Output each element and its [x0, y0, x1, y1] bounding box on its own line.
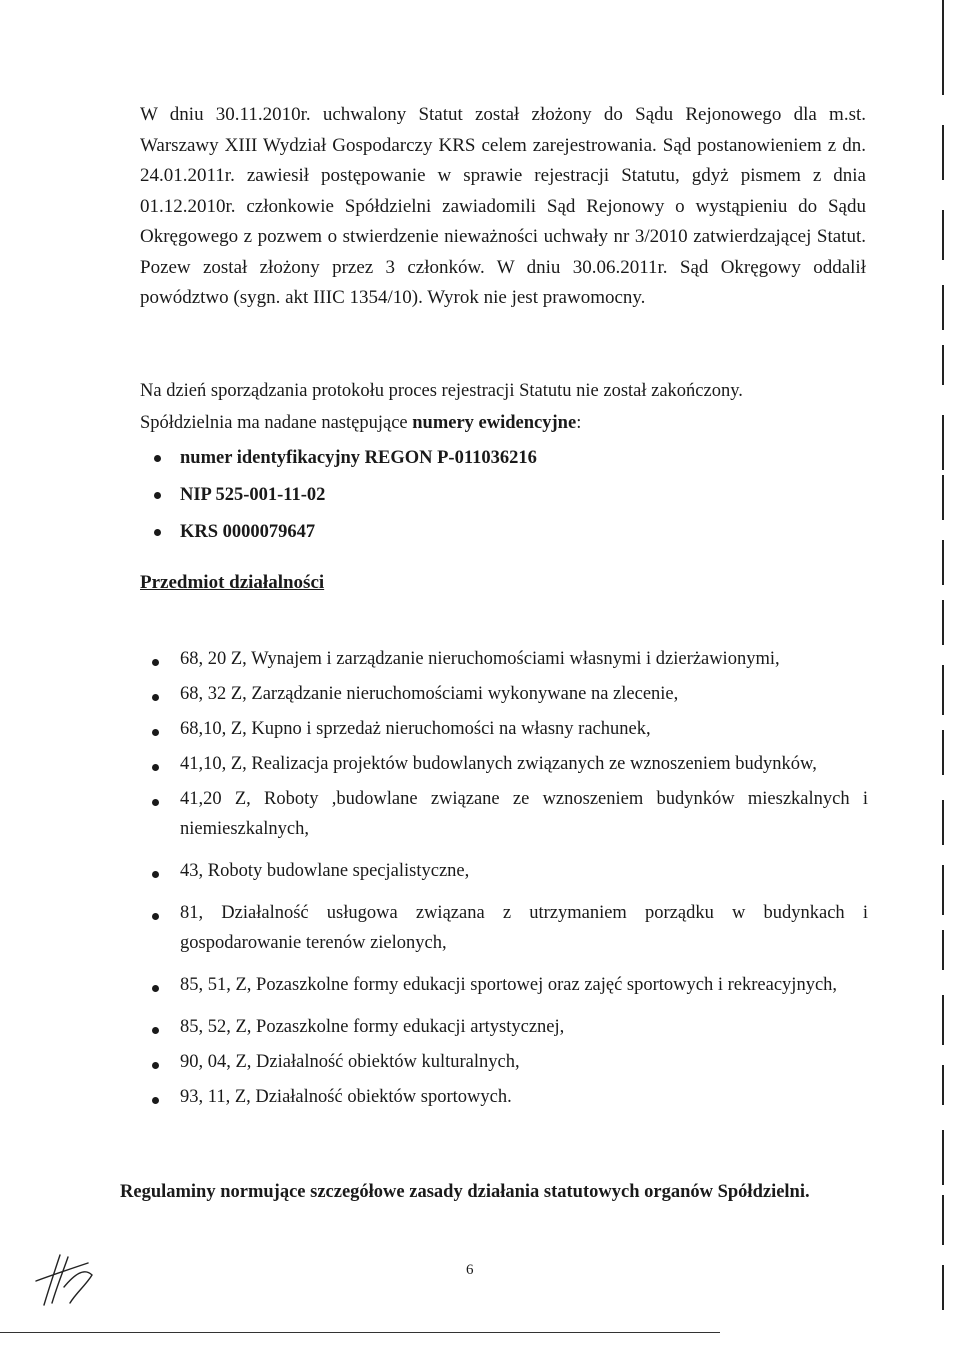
regulations-heading: Regulaminy normujące szczegółowe zasady działania statutowych organów Spółdzielni. — [120, 1182, 810, 1202]
activity-item: 90, 04, Z, Działalność obiektów kulturalnych, — [148, 1047, 868, 1077]
identifiers-intro-strong: numery ewidencyjne — [412, 413, 577, 433]
margin-scan-line — [942, 475, 944, 520]
identifiers-intro — [140, 408, 866, 439]
bottom-rule — [0, 1332, 720, 1333]
identifier-nip: NIP 525-001-11-02 — [150, 477, 537, 514]
margin-scan-line — [942, 665, 944, 715]
identifiers-intro-end: : — [576, 413, 582, 433]
activity-item: 41,10, Z, Realizacja projektów budowlanych związanych ze wznoszeniem budynków, — [148, 749, 868, 779]
activity-item: 81, Działalność usługowa związana z utrzymaniem porządku w budynkach i gospodarowanie terenów zielonych, — [148, 898, 868, 958]
activity-item: 68,10, Z, Kupno i sprzedaż nieruchomości na własny rachunek, — [148, 714, 868, 744]
registration-paragraph: W dniu 30.11.2010r. uchwalony Statut został złożony do Sądu Rejonowego dla m.st. Warszawy XIII Wydział Gospodarczy KRS celem zarejestrowania. Sąd postanowieniem z dn. 24.01.2011r. zawiesił postępowanie w sprawie rejestracji Statutu, gdyż pismem z dnia 01.12.2010r. członkowie Spółdzielni zawiadomili Sąd Rejonowy o wystąpieniu do Sądu Okręgowego z pozwem o stwierdzenie nieważności uchwały nr 3/2010 zatwierdzającej Statut. Pozew został złożony przez 3 członków. W dniu 30.06.2011r. Sąd Okręgowy oddalił powództwo (sygn. akt IIIC 1354/10). Wyrok nie jest prawomocny. — [140, 104, 866, 308]
activity-item: 68, 20 Z, Wynajem i zarządzanie nieruchomościami własnymi i dzierżawionymi, — [148, 644, 868, 674]
activity-item: 85, 51, Z, Pozaszkolne formy edukacji sportowej oraz zajęć sportowych i rekreacyjnych, — [148, 970, 868, 1000]
margin-scan-line — [942, 285, 944, 330]
identifiers-list — [150, 440, 537, 551]
margin-scan-line — [942, 0, 944, 95]
margin-scan-line — [942, 1195, 944, 1245]
identifier-krs: KRS 0000079647 — [150, 514, 537, 551]
registration-status-paragraph: Na dzień sporządzania protokołu proces rejestracji Statutu nie został zakończony. — [140, 381, 743, 401]
margin-scan-line — [942, 800, 944, 845]
margin-scan-line — [942, 1265, 944, 1310]
activity-item: 85, 52, Z, Pozaszkolne formy edukacji artystycznej, — [148, 1012, 868, 1042]
margin-scan-line — [942, 1130, 944, 1185]
activities-list — [148, 644, 868, 1117]
page-number: 6 — [466, 1262, 474, 1278]
margin-scan-line — [942, 125, 944, 180]
activity-item: 43, Roboty budowlane specjalistyczne, — [148, 856, 868, 886]
margin-scan-line — [942, 930, 944, 970]
identifier-regon: numer identyfikacyjny REGON P-011036216 — [150, 440, 537, 477]
margin-scan-line — [942, 1065, 944, 1105]
margin-scan-line — [942, 210, 944, 260]
margin-scan-line — [942, 730, 944, 775]
margin-scan-line — [942, 540, 944, 585]
margin-scan-line — [942, 415, 944, 470]
margin-scan-line — [942, 865, 944, 915]
activity-item: 41,20 Z, Roboty ,budowlane związane ze wznoszeniem budynków mieszkalnych i niemieszkalnych, — [148, 784, 868, 844]
margin-scan-line — [942, 995, 944, 1045]
margin-scan-line — [942, 600, 944, 645]
activity-item: 93, 11, Z, Działalność obiektów sportowych. — [148, 1082, 868, 1112]
activity-item: 68, 32 Z, Zarządzanie nieruchomościami wykonywane na zlecenie, — [148, 679, 868, 709]
margin-scan-line — [942, 345, 944, 385]
identifiers-intro-start: Spółdzielnia ma nadane następujące — [140, 413, 413, 433]
handwritten-signature — [30, 1245, 100, 1315]
section-heading-activities: Przedmiot działalności — [140, 572, 325, 593]
